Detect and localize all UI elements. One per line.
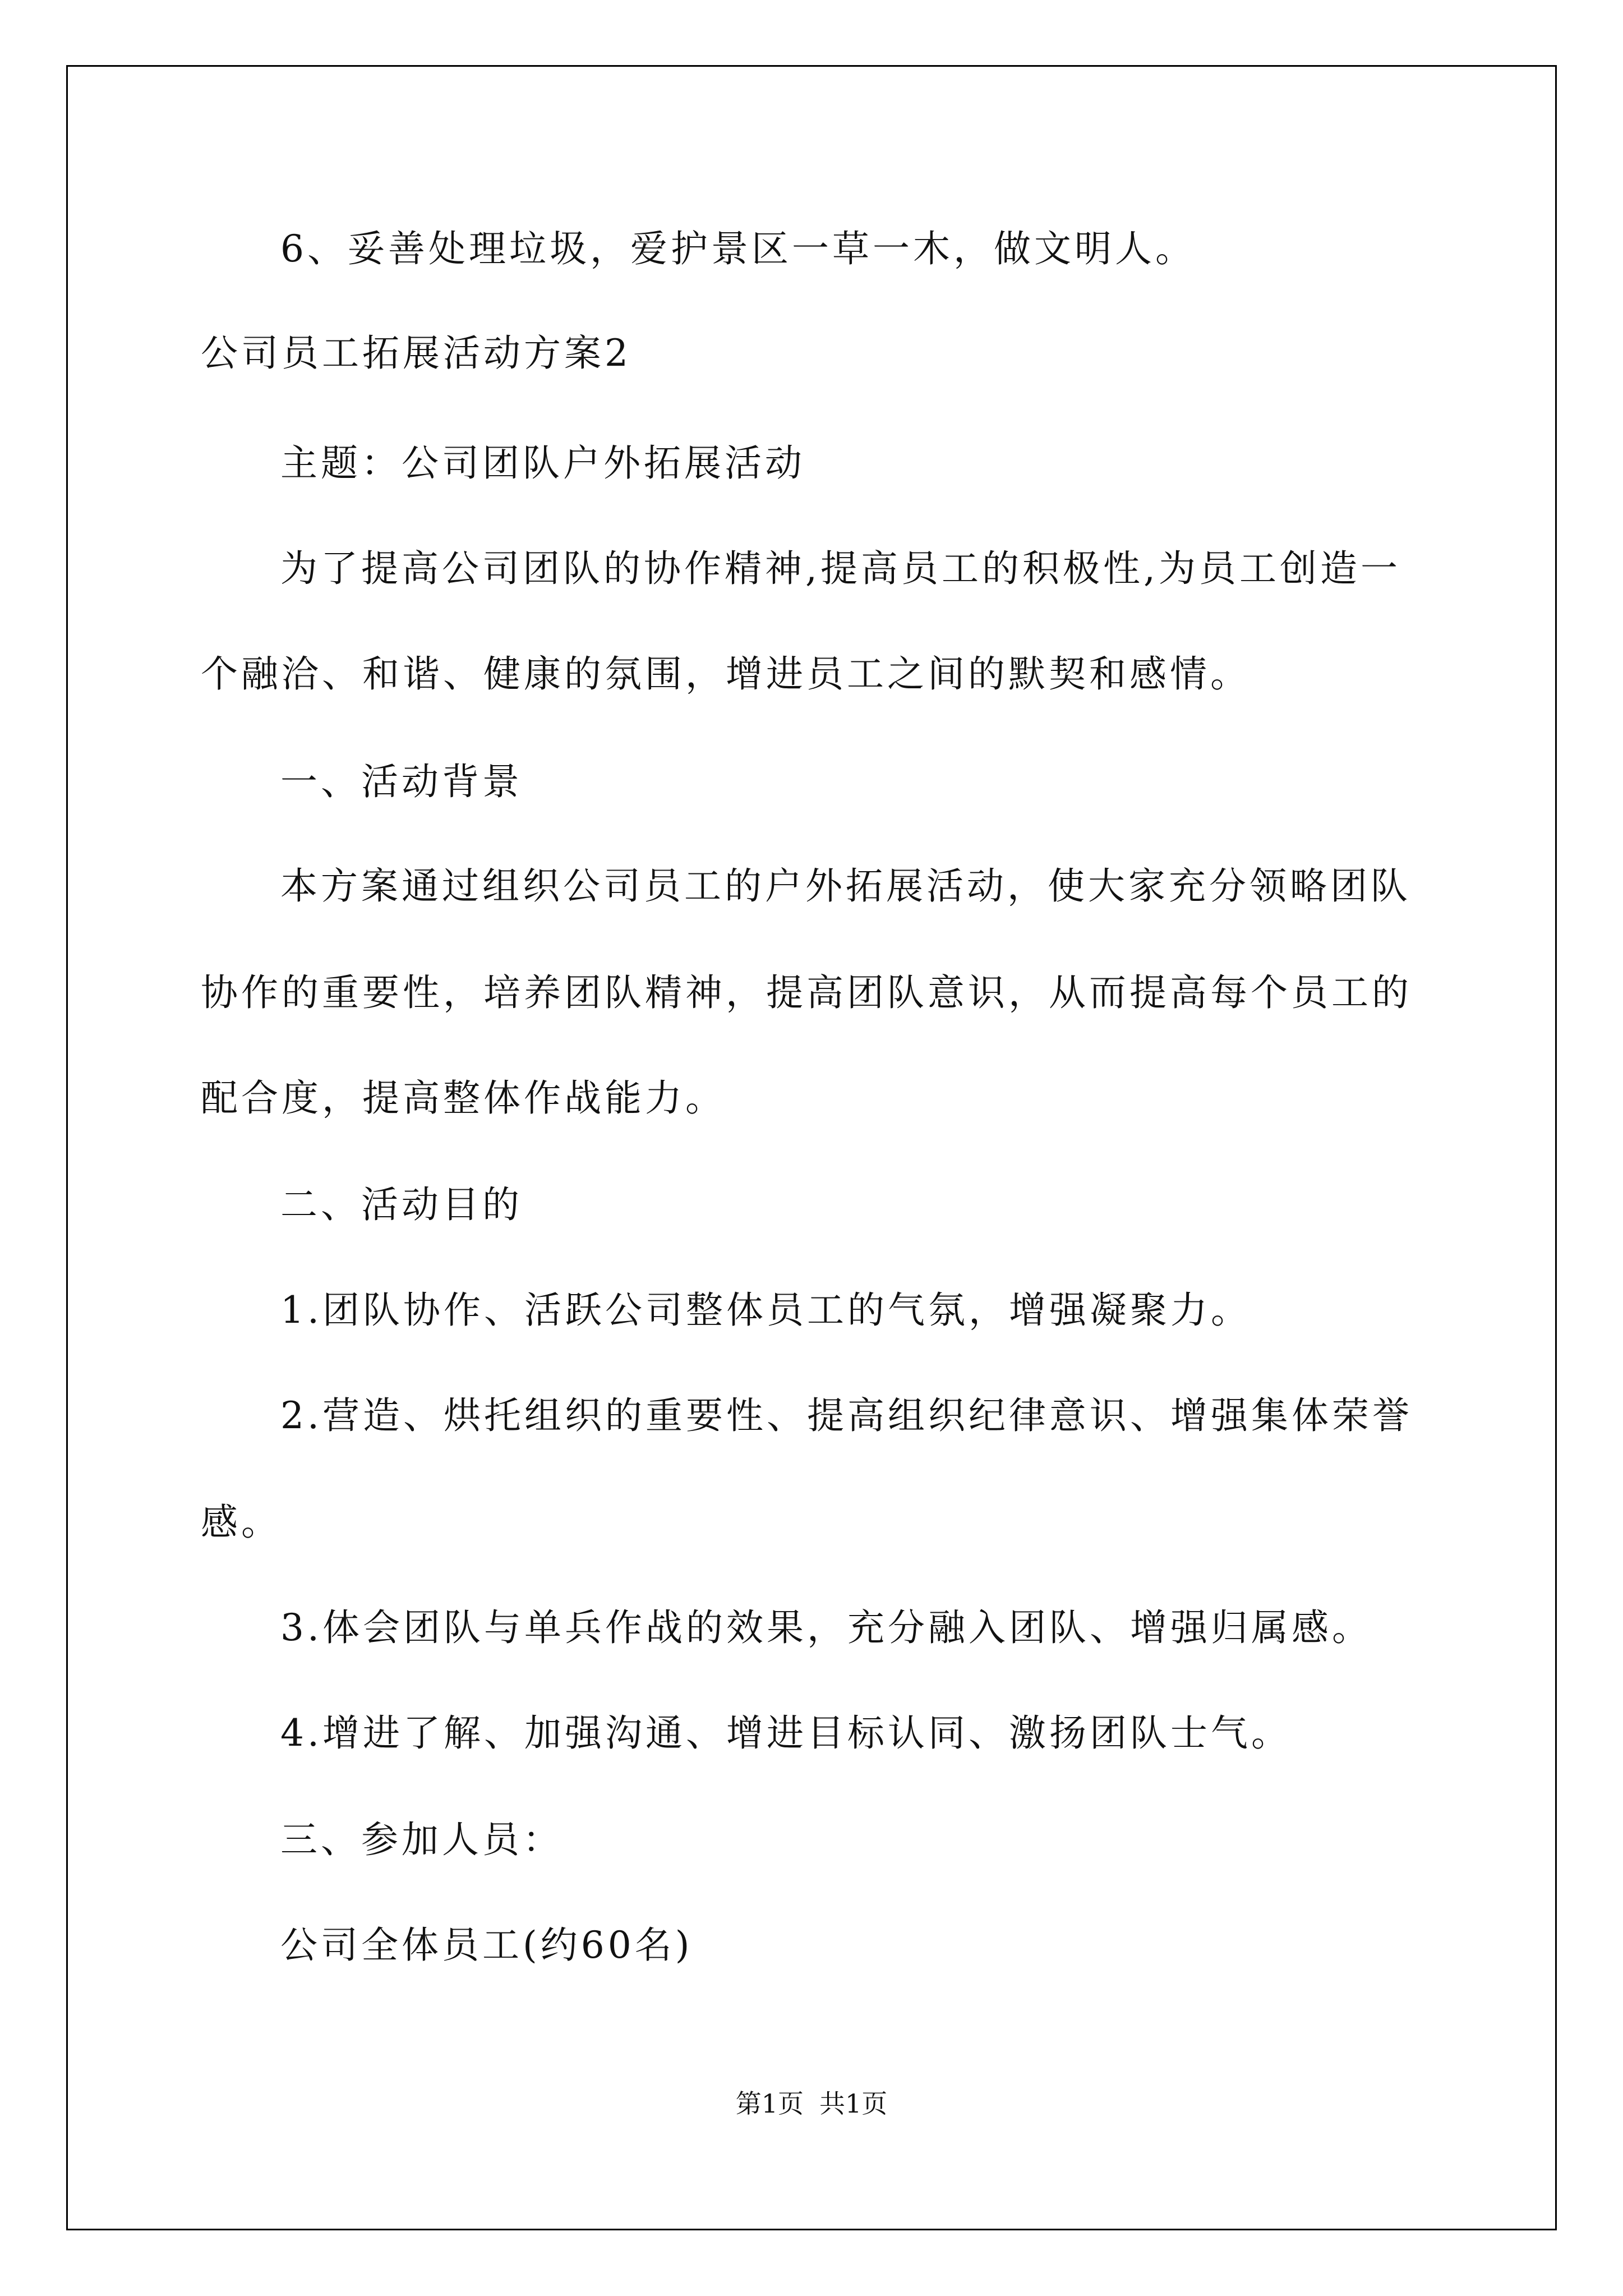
text-line: 公司全体员工(约60名)	[280, 1924, 693, 1967]
text-line: 4.增进了解、加强沟通、增进目标认同、激扬团队士气。	[280, 1711, 1292, 1755]
text-line: 感。	[201, 1501, 282, 1544]
text-line: 6、妥善处理垃圾，爱护景区一草一木，做文明人。	[280, 227, 1196, 270]
text-line: 3.体会团队与单兵作战的效果，充分融入团队、增强归属感。	[280, 1606, 1372, 1649]
text-line: 2.营造、烘托组织的重要性、提高组织纪律意识、增强集体荣誉	[280, 1394, 1413, 1437]
text-line: 为了提高公司团队的协作精神,提高员工的积极性,为员工创造一	[280, 547, 1401, 590]
page-number: 第1页	[735, 2088, 804, 2119]
page-total: 共1页	[819, 2088, 888, 2119]
text-line: 主题：公司团队户外拓展活动	[280, 441, 805, 485]
section-heading: 一、活动背景	[280, 760, 523, 803]
section-heading: 二、活动目的	[280, 1183, 523, 1226]
text-line: 协作的重要性，培养团队精神，提高团队意识，从而提高每个员工的	[201, 971, 1412, 1014]
text-line: 本方案通过组织公司员工的户外拓展活动，使大家充分领略团队	[280, 864, 1411, 908]
text-line: 配合度，提高整体作战能力。	[201, 1076, 726, 1120]
text-line: 1.团队协作、活跃公司整体员工的气氛，增强凝聚力。	[280, 1289, 1251, 1332]
page-footer	[0, 2087, 1623, 2120]
section-title: 公司员工拓展活动方案2	[201, 332, 631, 375]
section-heading: 三、参加人员：	[280, 1818, 563, 1861]
text-line: 个融洽、和谐、健康的氛围，增进员工之间的默契和感情。	[201, 652, 1251, 696]
